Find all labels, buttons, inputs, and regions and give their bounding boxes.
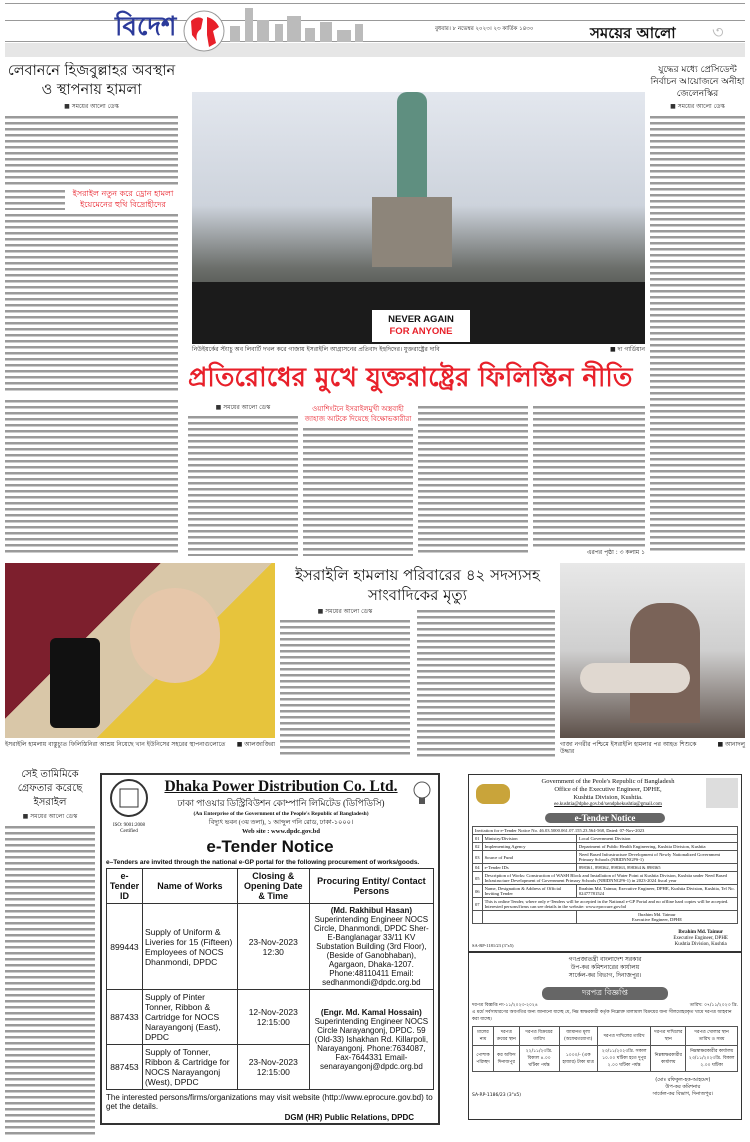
signer: (মোঃ রফিকুল-হক-আহমেদ): [655, 1077, 711, 1083]
table-cell: Implementing Agency: [482, 843, 576, 851]
page-number: ৩: [712, 22, 724, 43]
column-header: Closing & Opening Date & Time: [237, 869, 309, 904]
table-cell: Ibrahim Md. Taimur, Executive Engineer, DPHE, Kushtia Division, Kushtia, Tel No. 02477781524: [576, 885, 737, 898]
website: Web site : www.dpdc.gov.bd: [241, 828, 321, 835]
banner-line: FOR ANYONE: [389, 326, 453, 337]
table-cell: 07: [473, 898, 483, 911]
top-rule: [5, 3, 745, 4]
photo-credit: ■ দ্য গার্ডিয়ান: [609, 346, 645, 353]
column-header: দরপত্র ক্রয়ের স্থান: [494, 1027, 520, 1046]
signer-office: সার্কেল-কর বিভাগ, দিনাজপুর।: [652, 1091, 713, 1097]
lightbulb-icon: [410, 778, 434, 808]
photo-caption-row: [192, 346, 645, 353]
newspaper-name: সময়ের আলো: [590, 24, 676, 42]
table-cell: 05: [473, 872, 483, 885]
contact-details: Superintending Engineer NOCS Circle Narayangonj, DPDC. 59 (Old-33) Ishakhan Rd. Killarpoli, Narayangonj. Phone:7634087, Fax-7644331 Email-senarayangonj@dpdc.org.bd: [314, 1017, 429, 1071]
article-body: [5, 212, 178, 392]
article-body: [280, 618, 410, 757]
table-row: [107, 904, 434, 990]
table-cell: ২২/১১/২৩খ্রি. বিকাল ৪.০০ ঘটিকা পর্যন্ত: [519, 1046, 559, 1072]
office-header: [472, 956, 738, 980]
table-cell: e-Tender IDs: [482, 864, 576, 872]
tender-id: 899443: [107, 904, 143, 990]
closing-date: [237, 990, 309, 1045]
tender-table: [106, 868, 434, 1090]
article-body: [188, 414, 298, 556]
header-line: গণপ্রজাতন্ত্রী বাংলাদেশ সরকার: [568, 956, 642, 963]
time: 12:15:00: [256, 1017, 290, 1027]
table-row: [107, 990, 434, 1045]
enterprise-note: (An Enterprise of the Government of the People's Republic of Bangladesh): [193, 811, 369, 817]
signer-office: Kushtia Division, Kushtia: [674, 942, 727, 947]
table-cell: 898361, 898362, 898363, 898364 & 898365: [576, 864, 737, 872]
notice-meta: [472, 1002, 738, 1009]
notice-date: তারিখ: ০৭/১১/২০২৩ খ্রি.: [689, 1003, 738, 1008]
notice-footer: The interested persons/firms/organizations may visit website (http://www.eprocure.gov.bd) to get the details.: [106, 1093, 433, 1111]
article-body: [5, 188, 65, 210]
statue-of-liberty-protest-photo: [192, 92, 645, 344]
article-body: [303, 426, 413, 556]
column-header: জামানত মূল্য (অফেরতযোগ্য): [559, 1027, 597, 1046]
table-cell: 03: [473, 851, 483, 864]
skyline-graphic: [225, 6, 405, 42]
pedestal: [372, 197, 452, 267]
section-title: বিদেশ: [115, 12, 177, 42]
photo-caption: নিউইয়র্কের স্ট্যাচু অব লিবার্টি দখল করে গাজায় ইসরাইলি আগ্রাসনের প্রতিবাদ ইহুদিদের। যুক্তরাষ্ট্রের দাবি: [192, 346, 440, 353]
iso-certification: ISO: 9001:2008 Certified: [112, 823, 146, 834]
child-face: [130, 588, 220, 683]
contact-details: Superintending Engineer NOCS Circle, Dhanmondi, DPDC Sher-E-Banglanagar 33/11 KV Substation Building (3rd Floor), (Beside of Ganobhaban), Agargaon, Dhaka-1207. Phone:48110411 Email: sedhanmondi@dpdc.org.bd: [314, 915, 429, 987]
work-name: Supply of Uniform & Liveries for 15 (Fifteen) Employees of NOCS Dhanmondi, DPDC: [142, 904, 237, 990]
table-cell: 01: [473, 835, 483, 843]
column-header: মালের নাম: [473, 1027, 494, 1046]
displaced-child-photo: [5, 563, 275, 738]
column-header: দরপত্র বিক্রয়ের তারিখ: [519, 1027, 559, 1046]
column-header: Name of Works: [142, 869, 237, 904]
company-name: Dhaka Power Distribution Co. Ltd.: [164, 778, 398, 795]
table-cell: নিম্নস্বাক্ষরকারীর কার্যালয়: [651, 1046, 686, 1072]
signature-block: [673, 930, 728, 948]
right-story: [650, 64, 745, 554]
header-line: সার্কেল-কর বিভাগ, দিনাজপুর।: [568, 972, 642, 979]
date: 12-Nov-2023: [248, 1007, 298, 1017]
protest-banner: [372, 310, 470, 342]
dpdc-logo-block: [106, 778, 152, 835]
main-headline: প্রতিরোধের মুখে যুক্তরাষ্ট্রের ফিলিস্তিন নীতি: [188, 363, 633, 393]
signature-block: [653, 1077, 713, 1098]
table-row: [473, 898, 738, 911]
article-body: [5, 114, 178, 186]
tender-table: [472, 826, 738, 924]
table-row: [473, 864, 738, 872]
time: 12:30: [262, 946, 284, 957]
notice-title: দরপত্র বিজ্ঞপ্তি: [542, 987, 668, 1000]
main-story-col1: [188, 404, 298, 556]
article-body: [5, 824, 95, 1138]
table-cell: কর অফিস দিনাজপুর: [494, 1046, 520, 1072]
bottom-left-story: [5, 768, 95, 1138]
dpdc-tender-ad: [100, 773, 440, 1125]
tender-id: 887433: [107, 990, 143, 1045]
article-body: [650, 114, 745, 554]
closing-date: [237, 1045, 309, 1090]
government-logo-icon: [476, 784, 510, 804]
table-cell: ১০০০/- (এক হাজার) টাকা মাত্র: [559, 1046, 597, 1072]
byline: ■ সময়ের আলো ডেস্ক: [64, 103, 119, 110]
statue-figure: [397, 92, 427, 202]
notice-title: e-Tender Notice: [206, 837, 334, 856]
signer-title: Executive Engineer, DPHE: [631, 917, 683, 922]
injured-child-rescue-photo: [560, 563, 745, 738]
photo-credit: ■ আলজাজিরা: [236, 741, 275, 748]
table-cell: নিম্নস্বাক্ষরকারীর কার্যালয় ২৩/১১/২০২৩খ্রি. বিকাল ২.০০ ঘটিকা: [686, 1046, 738, 1072]
phone: [50, 638, 100, 728]
signer: Ibrahim Md. Taimur: [638, 912, 676, 917]
ad-ref: SA-RP-1181/23 (3"x5): [472, 943, 514, 948]
globe-icon: [183, 9, 225, 53]
article-body: [417, 608, 555, 757]
main-story-col2: [303, 404, 413, 556]
table-cell: This is online Tender, where only e-Tenders will be accepted in the National e-GP Portal and no offline hard copies will be accepted. Interested persons/firms can see details in the website: www.eprocure.gov.bd: [482, 898, 737, 911]
company-name-bn: ঢাকা পাওয়ার ডিস্ট্রিবিউশন কোম্পানি লিমিটেড (ডিপিডিসি): [177, 798, 385, 808]
byline: ■ সময়ের আলো ডেস্ক: [215, 404, 271, 411]
gaza-story: [280, 565, 555, 757]
table-cell: Name, Designation & Address of Official Inviting Tender: [482, 885, 576, 898]
header-line: উপ-কর কমিশনারের কার্যালয়: [570, 964, 640, 971]
column-header: দরপত্র দাখিলের তারিখ: [597, 1027, 650, 1046]
contact-name: (Engr. Md. Kamal Hossain): [320, 1008, 422, 1017]
table-cell: 06: [473, 885, 483, 898]
contact: [309, 904, 433, 990]
child: [580, 663, 690, 693]
article-body: [418, 404, 528, 556]
notice-intro: e–Tenders are invited through the national e-GP portal for the following procurement of works/goods.: [106, 859, 420, 866]
table-cell: Department of Public Health Engineering, Kushtia Division, Kushtia: [576, 843, 737, 851]
tender-id: 887453: [107, 1045, 143, 1090]
right-headline: যুদ্ধের মধ্যে প্রেসিডেন্ট নির্বাচন আয়োজনে অনীহা জেলেনস্কির: [650, 65, 745, 99]
date: 23-Nov-2023: [248, 936, 298, 947]
email: ee.kushtia@dphe.gov.bd/xendphekushtia@gmail.com: [554, 802, 662, 807]
tender-table: [472, 1026, 738, 1072]
signer-title: Executive Engineer, DPHE: [673, 936, 728, 941]
table-cell: Local Government Division: [576, 835, 737, 843]
header-line: Kushtia Division, Kushtia.: [573, 794, 643, 801]
byline: ■ সময়ের আলো ডেস্ক: [670, 103, 725, 110]
lead-left-headline: লেবাননে হিজবুল্লাহর অবস্থান ও স্থাপনায় হামলা: [7, 63, 176, 98]
column-header: দরপত্র দাখিলের স্থান: [651, 1027, 686, 1046]
table-row: [473, 835, 738, 843]
ad-ref: SA-RP-1186/23 (3"x5): [472, 1093, 522, 1098]
banner-line: NEVER AGAIN: [388, 314, 454, 325]
column-header: দরপত্র খোলার স্থান তারিখ ও সময়: [686, 1027, 738, 1046]
dpdc-logo-icon: [109, 778, 149, 818]
header-line: Office of the Executive Engineer, DPHE,: [554, 786, 662, 793]
bottom-left-headline: সেই তামিমিকে গ্রেফতার করেছে ইসরাইল: [17, 769, 83, 808]
photo-credit: ■ আনাদলু: [717, 741, 745, 748]
article-body: [533, 404, 645, 548]
tax-tender-ad: [468, 952, 742, 1120]
dphe-tender-ad: [468, 774, 742, 952]
table-cell: Ministry/Division: [482, 835, 576, 843]
invitation: Invitation for e-Tender Notice No. 46.03.5000.061.07.155.23.564-568, Dated: 07-Nov-2023: [473, 827, 738, 835]
signer-title: উপ-কর কমিশনার: [665, 1084, 701, 1090]
header-line: Government of the Peole's Republic of Bangladesh: [541, 778, 675, 785]
table-cell: 04: [473, 864, 483, 872]
subheadline: ওয়াশিংটনে ইসরাইলমুখী অস্ত্রবাহী জাহাজ আটকে দিয়েছে বিক্ষোভকারীরা: [304, 405, 412, 423]
main-story-col4: [533, 404, 645, 556]
table-cell: Need Based Infrastructure Development of Newly Nationalized Government Primary Schools (NBIDNNGPS-1): [576, 851, 737, 864]
date: 23-Nov-2023: [248, 1057, 298, 1067]
address: বিদ্যুৎ ভবন (৩য় তলা), ১ আব্দুল গনি রোড, ঢাকা-১০০০।: [208, 819, 354, 826]
lead-left-story: [5, 62, 178, 392]
table-row: [473, 1046, 738, 1072]
table-cell: ২৩/১১/২০২৩খ্রি. সকাল ১০.০০ ঘটিকা হতে দুপুর ২.০০ ঘটিকা পর্যন্ত: [597, 1046, 650, 1072]
contact: [309, 990, 433, 1090]
contact-name: (Md. Rakhibul Hasan): [330, 906, 413, 915]
gaza-headline: ইসরাইলি হামলায় পরিবারের ৪২ সদস্যসহ সাংবাদিকের মৃত্যু: [295, 566, 540, 604]
column-header: e-Tender ID: [107, 869, 143, 904]
signature: DGM (HR) Public Relations, DPDC: [284, 1113, 414, 1122]
table-row: [473, 885, 738, 898]
table-row: [473, 851, 738, 864]
signer: Ibrahim Md. Taimur: [678, 930, 724, 935]
office-header: [514, 778, 702, 802]
work-name: Supply of Pinter Tonner, Ribbon & Cartridge for NOCS Narayangonj (East), DPDC: [142, 990, 237, 1045]
table-cell: পোশাক পরিচ্ছদ: [473, 1046, 494, 1072]
work-name: Supply of Tonner, Ribbon & Cartridge for NOCS Narayangonj (West), DPDC: [142, 1045, 237, 1090]
table-cell: Source of Fund: [482, 851, 576, 864]
table-cell: 02: [473, 843, 483, 851]
photo-caption-row: [560, 741, 745, 755]
column-header: Procuring Entity/ Contact Persons: [309, 869, 433, 904]
photo-caption: গাজা নগরীর পশ্চিমে ইসরাইলি হামলার পর আহত শিশুকে উদ্ধার: [560, 741, 697, 755]
notice-intro: এ মর্মে সর্বসাধারণের অবগতির জন্য জানানো যাচ্ছে যে, নিম্ন স্বাক্ষরকারী কর্তৃক নিম্নোক্ত মালামাল বিক্রয়ের জন্য সীলমোহরকৃত খামে দরপত্র আহবান করা যাচ্ছে।: [472, 1010, 732, 1022]
table-row: [473, 843, 738, 851]
pull-quote: ইসরাইল নতুন করে ড্রোন হামলা ইয়েমেনের হুথি বিদ্রোহীদের: [72, 189, 174, 209]
table-cell: Description of Works: Construction of WASH Block and Installation of Water Point at Kushtia Division, Kushtia under Need Based Infrastructure Development of Government Primary Schools (NBIDNNGPS-1) in 2023-2024 fiscal year: [482, 872, 737, 885]
article-body: [5, 398, 178, 555]
closing-date: [237, 904, 309, 990]
portrait-icon: [706, 778, 738, 808]
photo-caption-row: [5, 741, 275, 748]
notice-number: দরপত্র বিজ্ঞপ্তি নং-১১/২০২৩-২০২৪: [472, 1003, 538, 1008]
table-row: [473, 872, 738, 885]
continued-note: এরপর পৃষ্ঠা : ৩ কলাম ১: [586, 549, 645, 556]
issue-date: বুধবার। ৮ নভেম্বর ২০২৩। ২৩ কার্তিক ১৪৩০: [435, 26, 534, 32]
notice-title: e-Tender Notice: [545, 813, 666, 823]
byline: ■ সময়ের আলো ডেস্ক: [317, 608, 373, 615]
time: 12:15:00: [256, 1067, 290, 1077]
byline: ■ সময়ের আলো ডেস্ক: [22, 813, 78, 820]
photo-caption: ইসরাইলি হামলায় বাস্তুচ্যুত ফিলিস্তিনিরা আশ্রয় নিয়েছে খান ইউনিসের সহরের স্থাপনাগুলোতে: [5, 741, 226, 748]
